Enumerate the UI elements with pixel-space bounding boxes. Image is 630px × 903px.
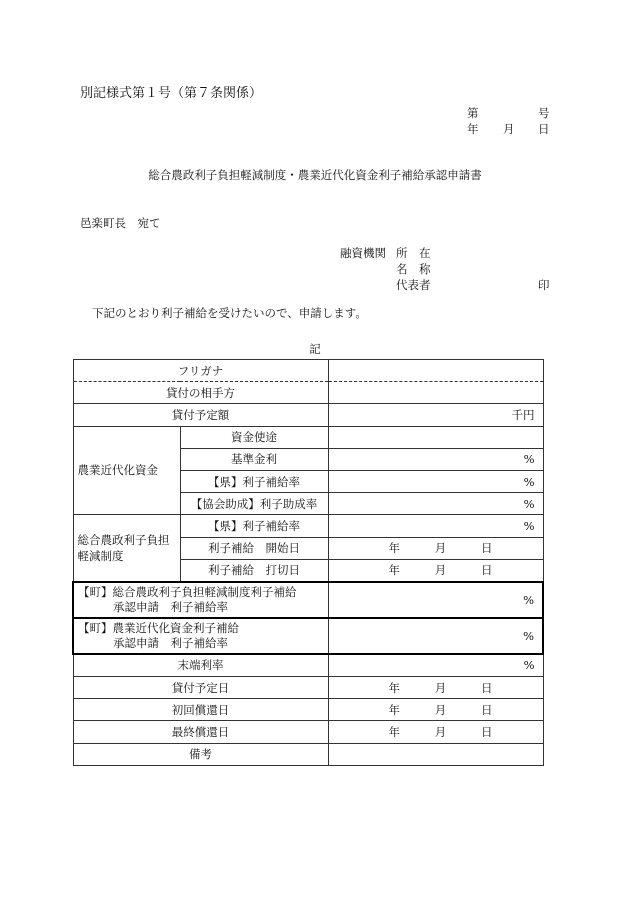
ymd-day: 日 (481, 541, 493, 556)
subsidy-end-field[interactable] (328, 559, 543, 582)
ymd-month: 月 (434, 702, 447, 717)
final-repayment-label: 最終償還日 (73, 721, 328, 743)
sogo-group-label (73, 515, 180, 582)
pref-subsidy-rate-field[interactable]: % (328, 470, 543, 492)
loan-amount-label: 貸付予定額 (73, 404, 328, 426)
document-title: 総合農政利子負担軽減制度・農業近代化資金利子補給承認申請書 (148, 168, 482, 182)
ymd-year: 年 (388, 541, 400, 556)
pref-subsidy-rate-label: 【県】利子補給率 (180, 470, 328, 492)
loan-amount-field[interactable]: 千円 (328, 404, 543, 426)
ymd-year: 年 (388, 702, 400, 717)
intro-text: 下記のとおり利子補給を受けたいので、申請します。 (92, 306, 367, 320)
subsidy-start-label: 利子補給 開始日 (180, 537, 328, 559)
ymd-day: 日 (481, 680, 493, 695)
form-label: 別記様式第１号（第７条関係） (80, 86, 263, 101)
end-rate-label: 末端利率 (73, 654, 328, 677)
subsidy-start-field[interactable] (328, 537, 543, 559)
name-label: 名 称 (396, 262, 431, 276)
ymd-month: 月 (434, 563, 447, 578)
ki-heading: 記 (309, 342, 321, 356)
application-table (72, 359, 544, 766)
fund-usage-field[interactable] (328, 426, 543, 448)
representative-label: 代表者 (396, 278, 431, 292)
seal-mark: 印 (538, 278, 550, 292)
ymd-month: 月 (434, 680, 447, 695)
ymd-day: 日 (481, 725, 493, 740)
furigana-label: フリガナ (73, 360, 328, 382)
kindaika-group-label: 農業近代化資金 (73, 426, 180, 515)
ymd-year: 年 (388, 680, 400, 695)
assoc-subsidy-rate-label: 【協会助成】利子助成率 (180, 493, 328, 515)
fund-usage-label: 資金使途 (180, 426, 328, 448)
ymd-year: 年 (388, 563, 400, 578)
loan-date-label: 貸付予定日 (73, 677, 328, 699)
sogo-pref-rate-field[interactable]: % (328, 515, 543, 537)
borrower-label: 貸付の相手方 (73, 382, 328, 404)
end-rate-field[interactable]: % (328, 654, 543, 677)
date-year-label: 年 (467, 122, 479, 136)
address-label: 所 在 (396, 246, 431, 260)
sogo-group-label-line2: 軽減制度 (77, 549, 124, 564)
ymd-day: 日 (481, 563, 493, 578)
town-sogo-rate-field[interactable]: % (328, 582, 543, 618)
ymd-day: 日 (481, 702, 493, 717)
town-kindaika-rate-label (73, 618, 328, 654)
ymd-year: 年 (388, 725, 400, 740)
final-repayment-field[interactable] (328, 721, 543, 743)
town-kindaika-rate-label-line2: 承認申請 利子補給率 (113, 635, 228, 650)
date-month-label: 月 (503, 122, 515, 136)
subsidy-end-label: 利子補給 打切日 (180, 559, 328, 582)
bank-label: 融資機関 (340, 246, 386, 260)
first-repayment-field[interactable] (328, 699, 543, 721)
town-sogo-rate-label-line2: 承認申請 利子補給率 (113, 599, 228, 614)
sogo-group-label-line1: 総合農政利子負担 (77, 533, 170, 548)
furigana-field[interactable] (328, 360, 543, 382)
date-day-label: 日 (538, 122, 550, 136)
ymd-month: 月 (434, 725, 447, 740)
remarks-label: 備考 (73, 743, 328, 765)
town-sogo-rate-label (73, 582, 328, 618)
borrower-field[interactable] (328, 382, 543, 404)
document-number-prefix: 第 (467, 106, 479, 120)
town-kindaika-rate-label-line1: 【町】農業近代化資金利子補給 (78, 620, 239, 635)
town-kindaika-rate-field[interactable]: % (328, 618, 543, 654)
loan-date-field[interactable] (328, 677, 543, 699)
document-number-suffix: 号 (538, 106, 550, 120)
base-rate-field[interactable]: % (328, 448, 543, 470)
town-sogo-rate-label-line1: 【町】総合農政利子負担軽減制度利子補給 (78, 584, 297, 599)
first-repayment-label: 初回償還日 (73, 699, 328, 721)
assoc-subsidy-rate-field[interactable]: % (328, 493, 543, 515)
ymd-month: 月 (434, 541, 447, 556)
sogo-pref-rate-label: 【県】利子補給率 (180, 515, 328, 537)
addressee: 邑楽町長 宛て (80, 216, 161, 230)
remarks-field[interactable] (328, 743, 543, 765)
base-rate-label: 基準金利 (180, 448, 328, 470)
